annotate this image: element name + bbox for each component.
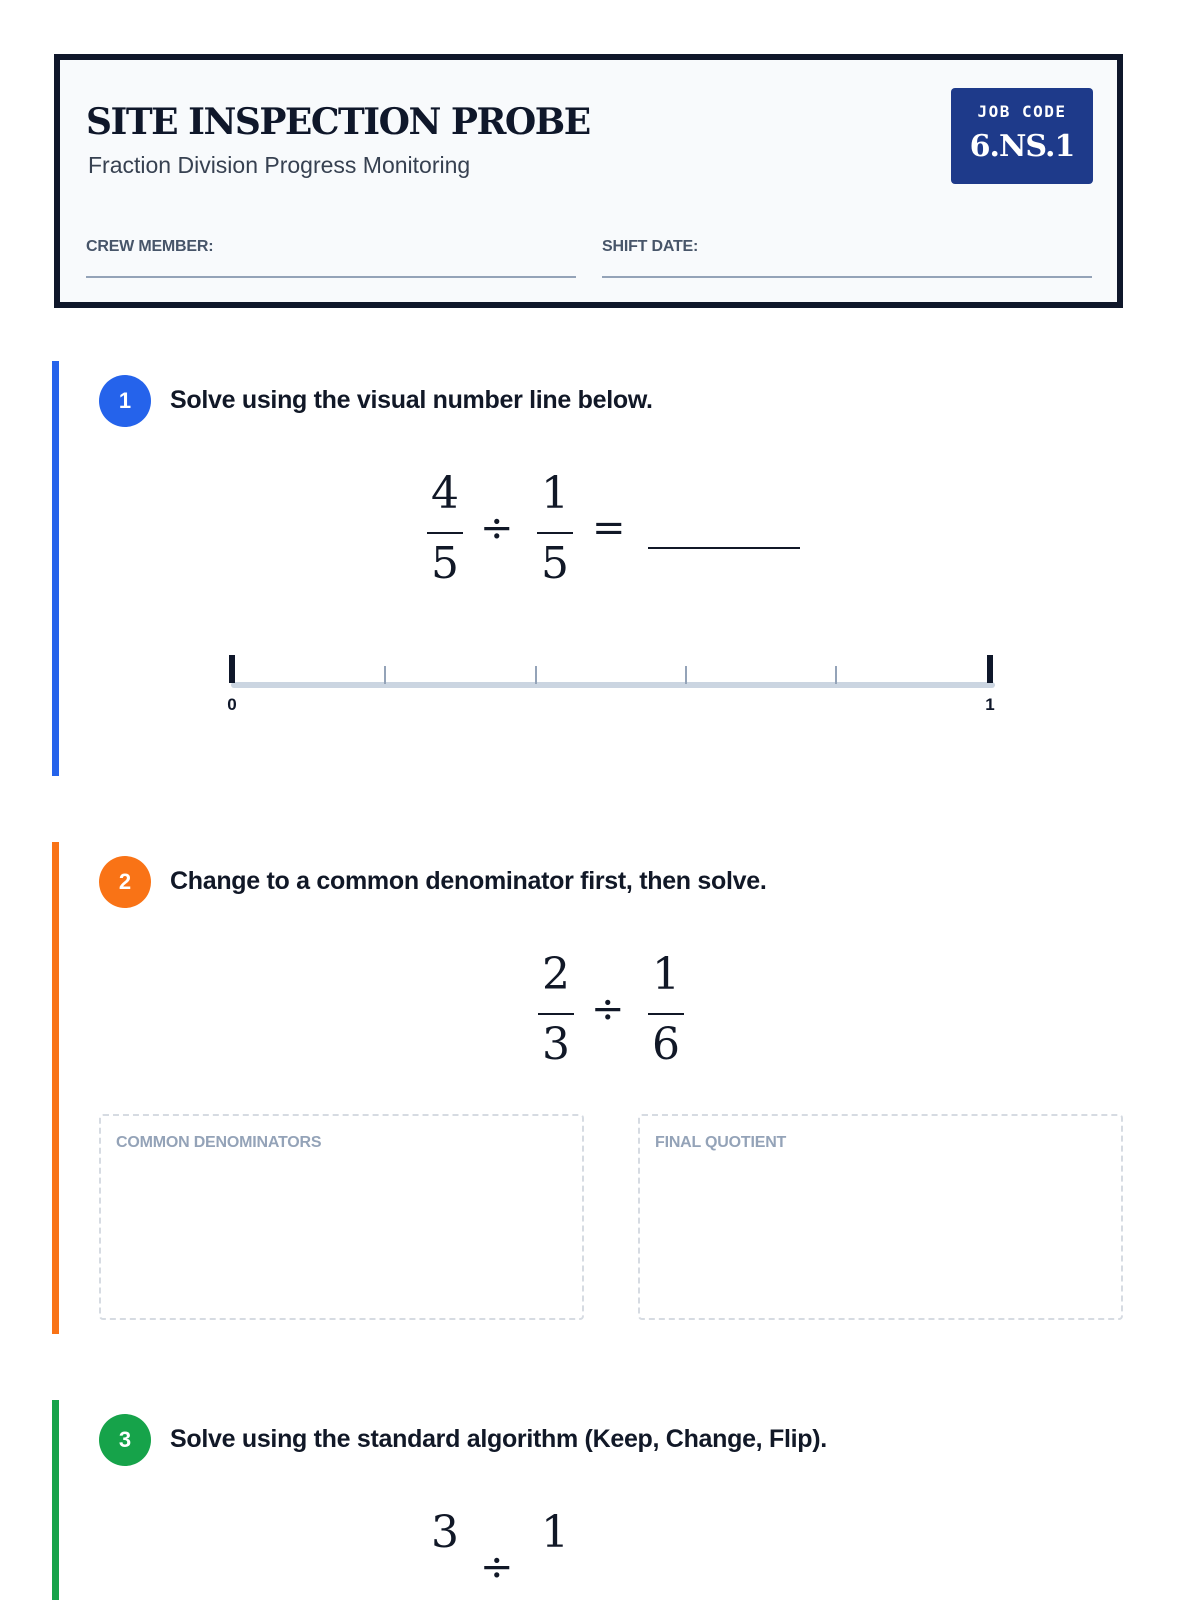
page-subtitle: Fraction Division Progress Monitoring xyxy=(88,152,471,178)
problem-number-badge: 3 xyxy=(99,1414,151,1466)
problem-2-accent-bar xyxy=(52,842,59,1334)
number-line-start-tick xyxy=(229,655,235,683)
dividend-denominator: 3 xyxy=(542,1019,570,1070)
divide-sign: ÷ xyxy=(480,505,514,551)
dividend-denominator: 5 xyxy=(431,538,459,589)
job-code-label: JOB CODE xyxy=(977,102,1067,121)
dividend-numerator: 4 xyxy=(431,468,459,519)
page-title: SITE INSPECTION PROBE xyxy=(86,101,590,143)
divisor-denominator: 5 xyxy=(541,538,569,589)
problem-number-badge: 1 xyxy=(99,375,151,427)
divisor-denominator: 6 xyxy=(652,1019,680,1070)
job-code-value: 6.NS.1 xyxy=(969,129,1075,164)
fraction-bar xyxy=(427,532,463,534)
problem-3-accent-bar xyxy=(52,1400,59,1600)
problem-1-accent-bar xyxy=(52,361,59,776)
answer-blank[interactable] xyxy=(648,547,800,549)
divisor-fraction xyxy=(646,942,686,1070)
number-line-axis xyxy=(231,682,995,688)
divisor-numerator: 1 xyxy=(541,1507,569,1558)
dividend-fraction xyxy=(425,1500,465,1620)
divisor-numerator: 1 xyxy=(652,949,680,1000)
dividend-numerator: 3 xyxy=(431,1507,459,1558)
problem-prompt: Solve using the visual number line below. xyxy=(170,386,653,414)
number-line-start-label: 0 xyxy=(227,695,237,714)
equals-sign: = xyxy=(592,505,626,551)
divide-sign: ÷ xyxy=(591,986,625,1032)
number-line-tick xyxy=(535,666,537,684)
divisor-numerator: 1 xyxy=(541,468,569,519)
work-box-label: COMMON DENOMINATORS xyxy=(116,1134,322,1151)
number-line-end-tick xyxy=(987,655,993,683)
problem-number-badge: 2 xyxy=(99,856,151,908)
work-box-label: FINAL QUOTIENT xyxy=(655,1134,787,1151)
problem-1-section xyxy=(52,361,1127,776)
problem-prompt: Change to a common denominator first, then solve. xyxy=(170,867,767,895)
dividend-fraction xyxy=(536,942,576,1070)
problem-1-expression xyxy=(425,461,805,589)
job-code-badge xyxy=(951,88,1093,184)
problem-3-section xyxy=(52,1400,1127,1600)
divide-sign: ÷ xyxy=(480,1544,514,1590)
crew-member-field[interactable] xyxy=(86,234,576,278)
fraction-bar xyxy=(648,1013,684,1015)
dividend-numerator: 2 xyxy=(542,949,570,1000)
divisor-fraction xyxy=(535,461,575,589)
divisor-fraction xyxy=(535,1500,575,1620)
fraction-bar xyxy=(538,1013,574,1015)
fraction-bar xyxy=(537,532,573,534)
number-line-tick xyxy=(835,666,837,684)
number-line-tick xyxy=(685,666,687,684)
number-line-end-label: 1 xyxy=(985,695,995,714)
final-quotient-box[interactable] xyxy=(638,1114,1123,1320)
problem-2-section xyxy=(52,842,1127,1334)
header-card xyxy=(54,54,1123,308)
shift-date-label: SHIFT DATE: xyxy=(602,238,699,255)
common-denominators-box[interactable] xyxy=(99,1114,584,1320)
number-line xyxy=(225,649,1005,719)
problem-3-expression xyxy=(425,1500,725,1620)
problem-2-expression xyxy=(536,942,696,1070)
crew-member-label: CREW MEMBER: xyxy=(86,238,214,255)
shift-date-field[interactable] xyxy=(602,234,1092,278)
dividend-fraction xyxy=(425,461,465,589)
problem-prompt: Solve using the standard algorithm (Keep, Change, Flip). xyxy=(170,1425,827,1453)
number-line-tick xyxy=(384,666,386,684)
